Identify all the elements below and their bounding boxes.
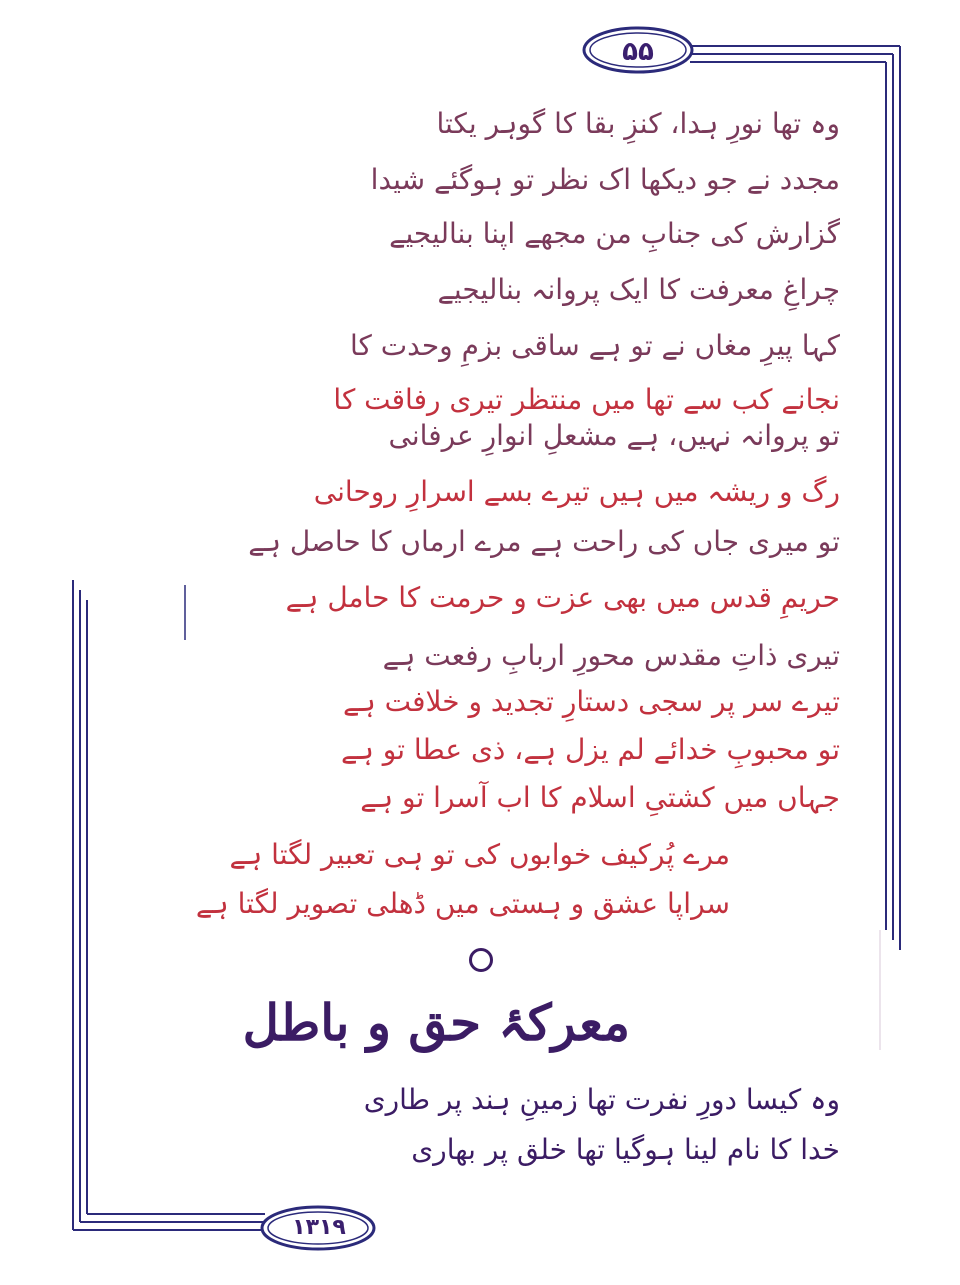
verse-line: چراغِ معرفت کا ایک پروانہ بنالیجیے <box>437 273 840 306</box>
verse-line: تو پروانہ نہیں، ہے مشعلِ انوارِ عرفانی <box>388 419 840 452</box>
verse-line: خدا کا نام لینا ہوگیا تھا خلق پر بھاری <box>411 1133 840 1166</box>
page-number-bottom: ۱۳۱۹ <box>292 1215 346 1240</box>
verse-line: حریمِ قدس میں بھی عزت و حرمت کا حامل ہے <box>285 581 840 614</box>
verse-line: وہ کیسا دورِ نفرت تھا زمینِ ہند پر طاری <box>363 1083 840 1116</box>
verse-line: تو محبوبِ خدائے لم یزل ہے، ذی عطا تو ہے <box>341 733 840 766</box>
verse-line: گزارش کی جنابِ من مجھے اپنا بنالیجیے <box>389 217 840 250</box>
verse-line: تو میری جاں کی راحت ہے مرے ارماں کا حاصل ہے <box>248 525 840 558</box>
section-divider-circle <box>469 948 493 972</box>
verse-line: وہ تھا نورِ ہدا، کنزِ بقا کا گوہر یکتا <box>436 107 840 140</box>
verse-line: سراپا عشق و ہستی میں ڈھلی تصویر لگتا ہے <box>195 887 730 920</box>
verse-line: کہا پیرِ مغاں نے تو ہے ساقی بزمِ وحدت کا <box>350 329 840 362</box>
verse-line: مجدد نے جو دیکھا اک نظر تو ہوگئے شیدا <box>370 163 840 196</box>
verse-line: مرے پُرکیف خوابوں کی تو ہی تعبیر لگتا ہے <box>229 838 730 871</box>
verse-line: رگ و ریشہ میں ہیں تیرے بسے اسرارِ روحانی <box>313 475 840 508</box>
section-title: معرکۂ حق و باطل <box>242 993 630 1052</box>
verse-line: تیرے سر پر سجی دستارِ تجدید و خلافت ہے <box>342 685 840 718</box>
verse-line: جہاں میں کشتیِ اسلام کا اب آسرا تو ہے <box>360 781 840 814</box>
verse-line: تیری ذاتِ مقدس محورِ اربابِ رفعت ہے <box>382 639 840 672</box>
page-number-top: ۵۵ <box>622 37 654 67</box>
verse-line: نجانے کب سے تھا میں منتظر تیری رفاقت کا <box>333 383 840 416</box>
